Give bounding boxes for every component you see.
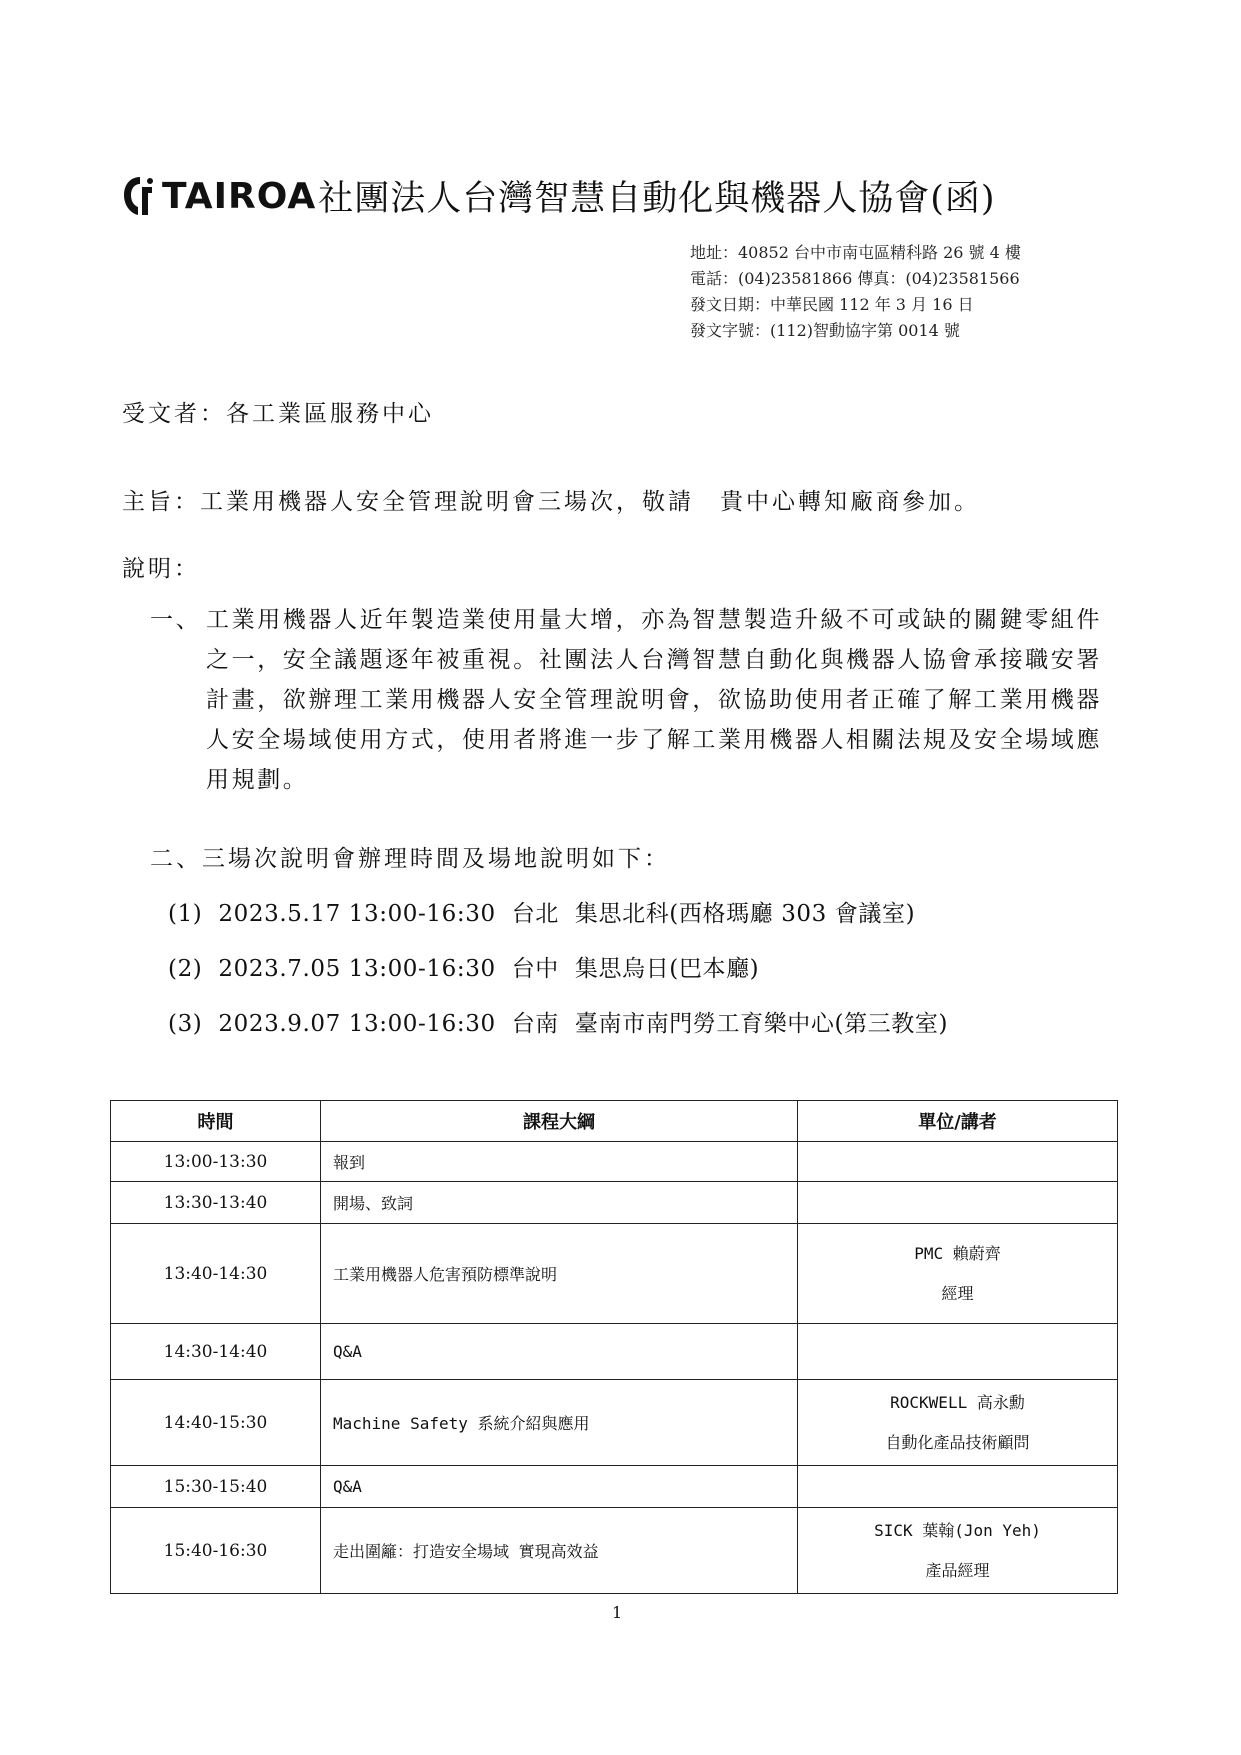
header-outline: 課程大綱	[321, 1101, 798, 1142]
explanation-item-1	[150, 600, 1110, 800]
speaker-title: 自動化產品技術顧問	[885, 1432, 1030, 1452]
logo-text: TAIROA	[162, 175, 317, 217]
session-datetime: 2023.9.07 13:00-16:30	[218, 1011, 496, 1037]
time-cell: 15:40-16:30	[111, 1508, 321, 1594]
recipient: 受文者：各工業區服務中心	[122, 401, 434, 427]
session-datetime: 2023.7.05 13:00-16:30	[218, 956, 496, 982]
unit-cell	[798, 1224, 1118, 1324]
outline-cell: 開場、致詞	[321, 1182, 798, 1224]
session-venue: 集思北科(西格瑪廳 303 會議室)	[574, 901, 916, 927]
speaker-title: 產品經理	[925, 1560, 990, 1580]
schedule-table	[110, 1100, 1118, 1594]
speaker-title: 經理	[941, 1283, 974, 1303]
session-item	[168, 895, 931, 928]
issue-date: 發文日期：中華民國 112 年 3 月 16 日	[690, 295, 974, 314]
session-venue: 臺南市南門勞工育樂中心(第三教室)	[574, 1011, 949, 1037]
doc-number: 發文字號：(112)智動協字第 0014 號	[690, 321, 960, 340]
explanation-label: 說明：	[122, 556, 200, 582]
unit-cell	[798, 1508, 1118, 1594]
speaker-line: SICK 葉翰(Jon Yeh)	[874, 1520, 1041, 1540]
outline-cell: Q&A	[321, 1466, 798, 1508]
table-row	[111, 1508, 1118, 1594]
session-city: 台南	[511, 1011, 559, 1037]
time-cell: 13:40-14:30	[111, 1224, 321, 1324]
unit-cell	[798, 1380, 1118, 1466]
subject: 主旨：工業用機器人安全管理說明會三場次，敬請 貴中心轉知廠商參加。	[122, 489, 980, 515]
header-time: 時間	[111, 1101, 321, 1142]
item-text: 工業用機器人近年製造業使用量大增，亦為智慧製造升級不可或缺的關鍵零組件之一，安全議題逐年被重視。社團法人台灣智慧自動化與機器人協會承接職安署計畫，欲辦理工業用機器人安全管理說明會，欲協助使用者正確了解工業用機器人安全場域使用方式，使用者將進一步了解工業用機器人相關法規及安全場域應用規劃。	[206, 607, 1102, 793]
page-number: 1	[612, 1603, 623, 1622]
phone-fax: 電話：(04)23581866 傳真：(04)23581566	[690, 269, 1020, 288]
header-unit: 單位/講者	[798, 1101, 1118, 1142]
session-venue: 集思烏日(巴本廳)	[574, 956, 760, 982]
unit-cell	[798, 1142, 1118, 1182]
time-cell: 14:30-14:40	[111, 1324, 321, 1380]
table-row	[111, 1142, 1118, 1182]
table-row	[111, 1466, 1118, 1508]
session-city: 台中	[511, 956, 559, 982]
unit-cell	[798, 1466, 1118, 1508]
session-item	[168, 950, 775, 983]
outline-cell: 走出圍籬：打造安全場域 實現高效益	[321, 1508, 798, 1594]
time-cell: 13:30-13:40	[111, 1182, 321, 1224]
table-header-row	[111, 1101, 1118, 1142]
table-row	[111, 1182, 1118, 1224]
table-row	[111, 1324, 1118, 1380]
speaker-line: ROCKWELL 高永勳	[890, 1392, 1025, 1412]
org-title: 社團法人台灣智慧自動化與機器人協會(函)	[318, 179, 996, 219]
session-index: (3)	[168, 1011, 203, 1037]
outline-cell: Machine Safety 系統介紹與應用	[321, 1380, 798, 1466]
item-number: 一、	[150, 607, 202, 633]
address: 地址：40852 台中市南屯區精科路 26 號 4 樓	[690, 243, 1021, 262]
contact-block	[690, 240, 1110, 344]
table-row	[111, 1224, 1118, 1324]
unit-cell	[798, 1182, 1118, 1224]
table-row	[111, 1380, 1118, 1466]
time-cell: 15:30-15:40	[111, 1466, 321, 1508]
session-city: 台北	[511, 901, 559, 927]
time-cell: 13:00-13:30	[111, 1142, 321, 1182]
outline-cell: Q&A	[321, 1324, 798, 1380]
letterhead	[122, 166, 1122, 226]
explanation-item-2: 二、三場次說明會辦理時間及場地說明如下：	[150, 846, 670, 872]
time-cell: 14:40-15:30	[111, 1380, 321, 1466]
outline-cell: 報到	[321, 1142, 798, 1182]
speaker-line: PMC 賴蔚齊	[914, 1243, 1001, 1263]
session-index: (2)	[168, 956, 203, 982]
tairoa-logo-icon	[122, 173, 158, 219]
session-index: (1)	[168, 901, 203, 927]
session-datetime: 2023.5.17 13:00-16:30	[218, 901, 496, 927]
outline-cell: 工業用機器人危害預防標準說明	[321, 1224, 798, 1324]
unit-cell	[798, 1324, 1118, 1380]
session-item	[168, 1005, 964, 1038]
